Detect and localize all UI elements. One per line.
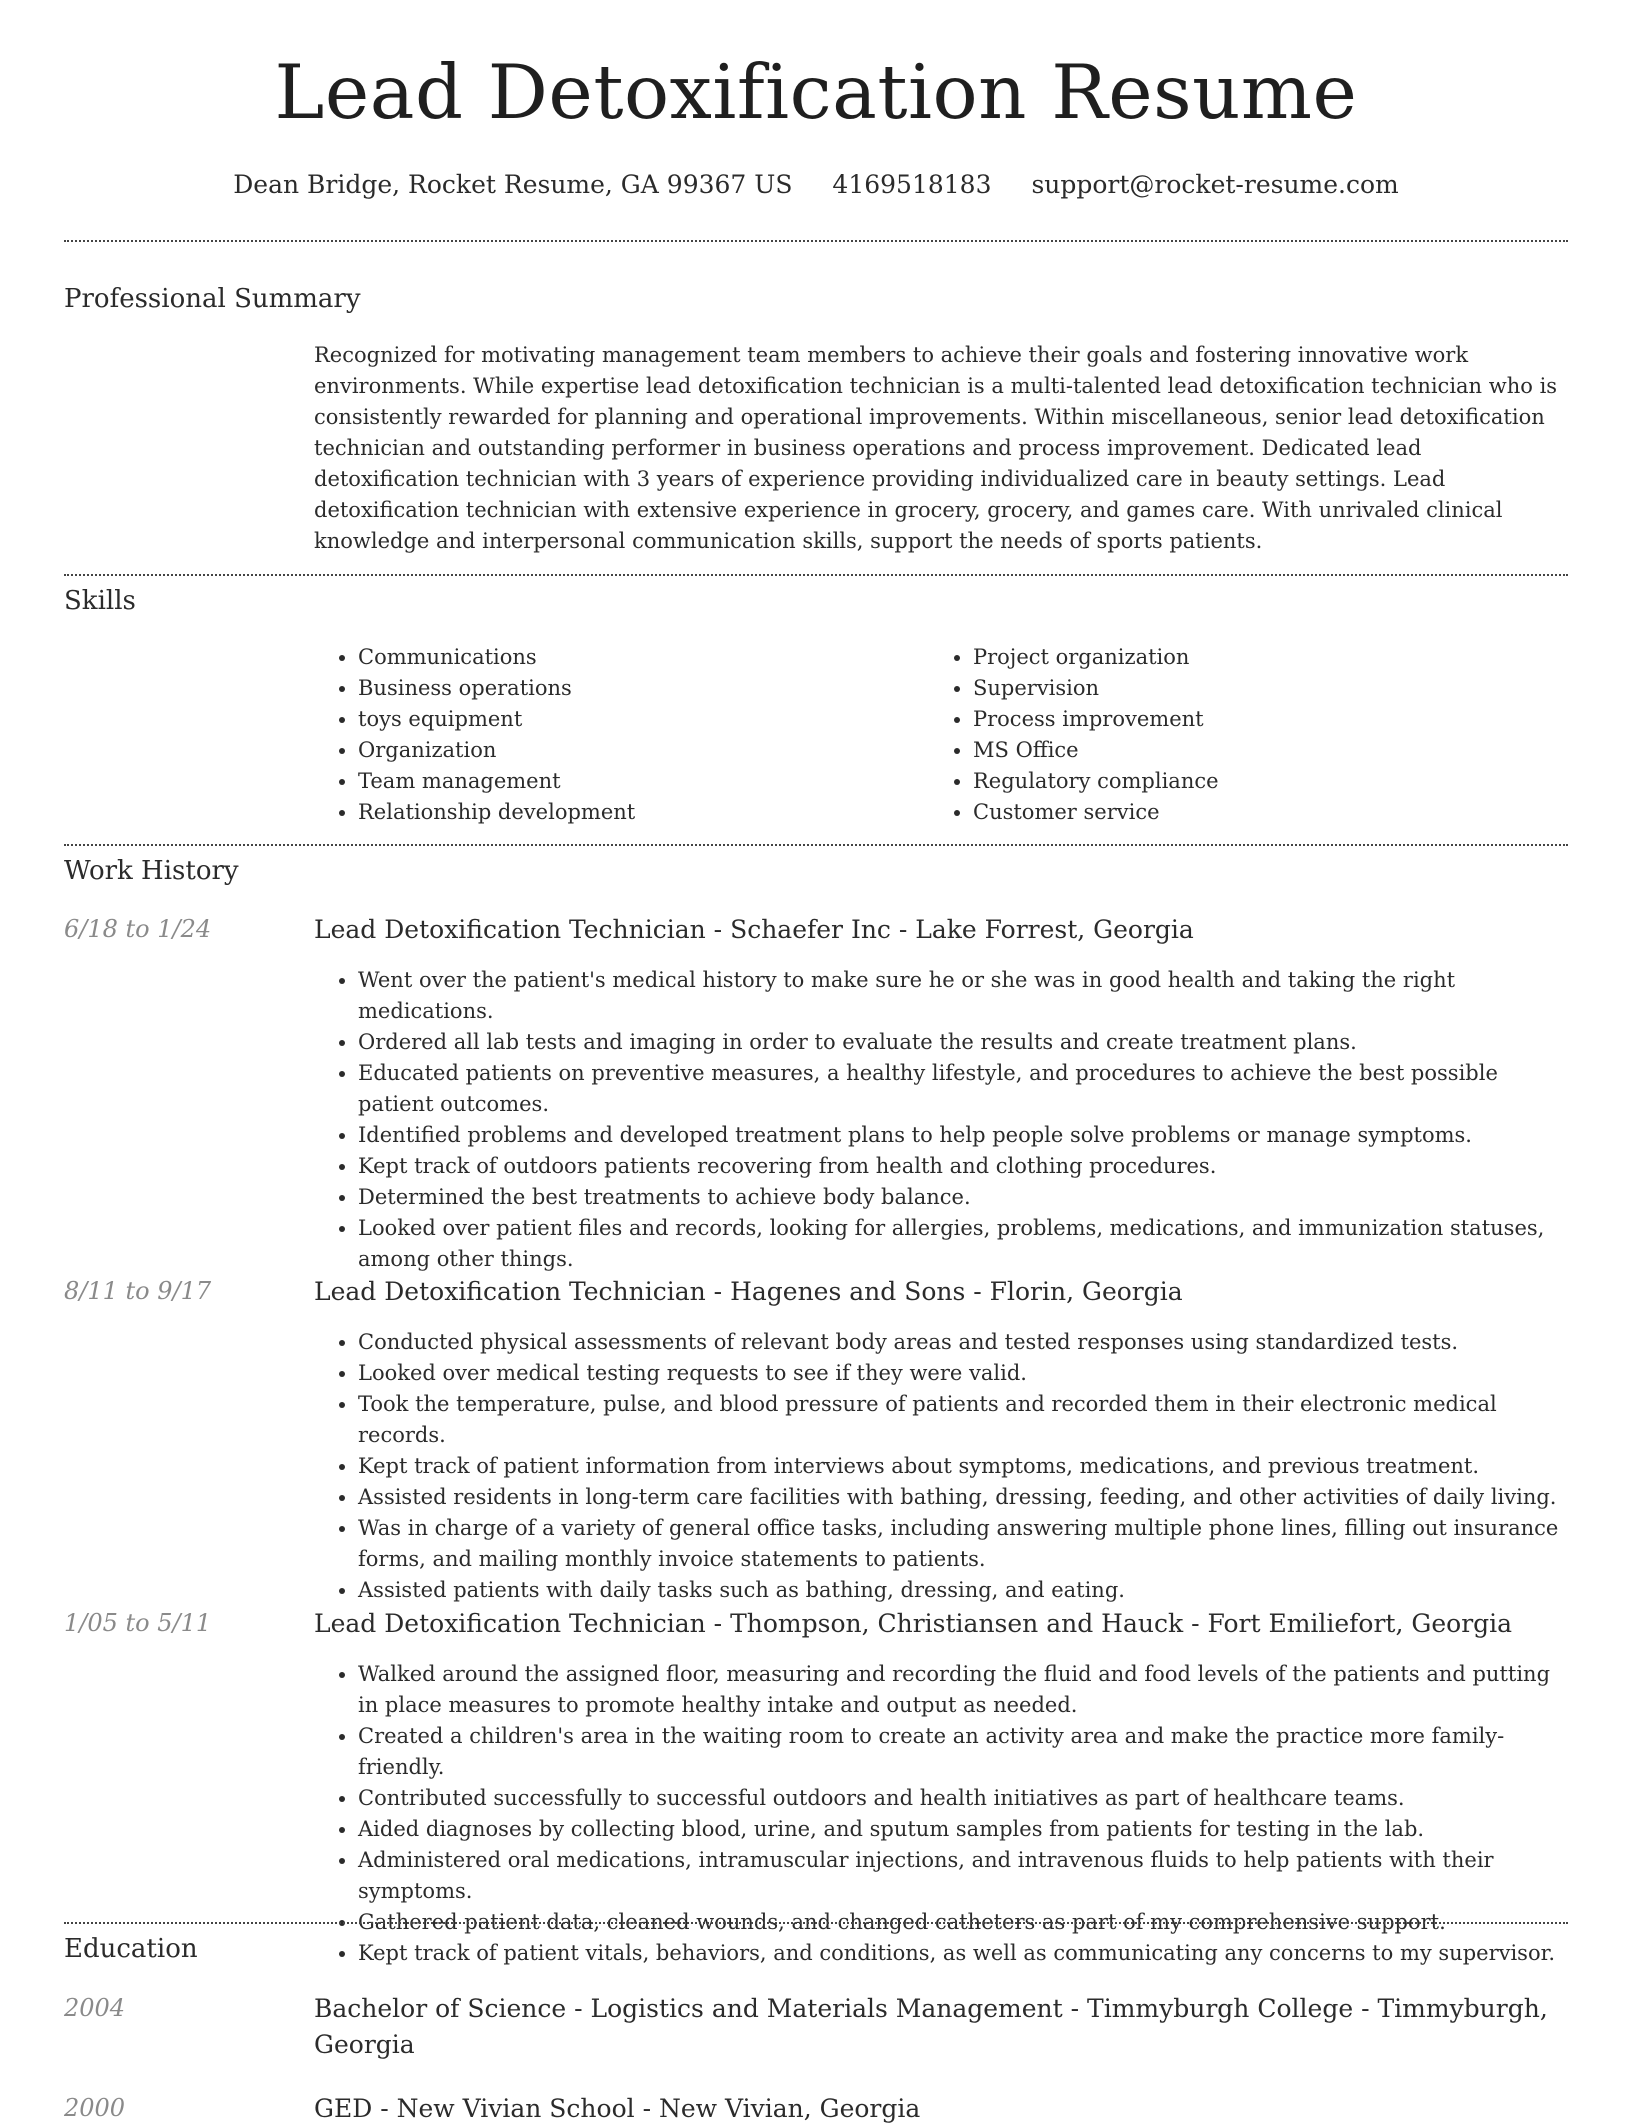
- job-bullet: • Was in charge of a variety of general office tasks, including answering multiple phone lines, filling out insurance forms, and mailing monthly invoice statements to patients.: [358, 1513, 1568, 1575]
- contact-phone: 4169518183: [832, 170, 992, 199]
- divider: [64, 844, 1568, 846]
- job-bullet: • Determined the best treatments to achieve body balance.: [358, 1182, 1568, 1213]
- contact-email: support@rocket-resume.com: [1031, 170, 1399, 199]
- contact-line: [0, 170, 1632, 199]
- skill-item: • Organization: [358, 735, 874, 766]
- skills-left-column: [314, 642, 874, 828]
- education-date: 2000: [64, 2094, 126, 2122]
- job-bullet: • Kept track of patient vitals, behaviors, and conditions, as well as communicating any concerns to my supervisor.: [358, 1938, 1568, 1969]
- job-bullet: • Administered oral medications, intramuscular injections, and intravenous fluids to help patients with their symptoms.: [358, 1845, 1568, 1907]
- skill-item: • Relationship development: [358, 797, 874, 828]
- job-bullet: • Gathered patient data, cleaned wounds, and changed catheters as part of my comprehensive support.: [358, 1907, 1568, 1938]
- skill-item: • Customer service: [973, 797, 1489, 828]
- job-bullet: • Kept track of patient information from interviews about symptoms, medications, and previous treatment.: [358, 1451, 1568, 1482]
- job-bullet: • Aided diagnoses by collecting blood, urine, and sputum samples from patients for testing in the lab.: [358, 1814, 1568, 1845]
- education-date: 2004: [64, 1994, 126, 2022]
- skill-item: • Process improvement: [973, 704, 1489, 735]
- job-bullet: • Ordered all lab tests and imaging in order to evaluate the results and create treatment plans.: [358, 1027, 1568, 1058]
- job-bullet: • Looked over medical testing requests to see if they were valid.: [358, 1358, 1568, 1389]
- job-bullets: [314, 965, 1568, 1275]
- divider: [64, 574, 1568, 576]
- divider: [64, 1922, 1568, 1924]
- job-title: Lead Detoxification Technician - Schaefer Inc - Lake Forrest, Georgia: [314, 915, 1194, 944]
- skill-item: • Project organization: [973, 642, 1489, 673]
- education-title: GED - New Vivian School - New Vivian, Georgia: [314, 2094, 921, 2123]
- job-title: Lead Detoxification Technician - Hagenes and Sons - Florin, Georgia: [314, 1277, 1183, 1306]
- job-dates: 8/11 to 9/17: [64, 1277, 212, 1305]
- education-title: Bachelor of Science - Logistics and Materials Management - Timmyburgh College - Timmyburgh, Georgia: [314, 1994, 1548, 2059]
- job-title: Lead Detoxification Technician - Thompson, Christiansen and Hauck - Fort Emiliefort, Georgia: [314, 1609, 1513, 1638]
- contact-address: Dean Bridge, Rocket Resume, GA 99367 US: [233, 170, 793, 199]
- page-title: Lead Detoxification Resume: [274, 48, 1358, 136]
- job-bullets: [314, 1327, 1568, 1606]
- job-bullet: • Took the temperature, pulse, and blood pressure of patients and recorded them in their electronic medical records.: [358, 1389, 1568, 1451]
- job-bullet: • Created a children's area in the waiting room to create an activity area and make the practice more family-friendly.: [358, 1721, 1568, 1783]
- skills-heading: Skills: [64, 586, 136, 616]
- job-bullet: • Looked over patient files and records, looking for allergies, problems, medications, and immunization statuses, among other things.: [358, 1213, 1568, 1275]
- skill-item: • Communications: [358, 642, 874, 673]
- job-bullet: • Assisted patients with daily tasks such as bathing, dressing, and eating.: [358, 1575, 1568, 1606]
- skill-item: • Regulatory compliance: [973, 766, 1489, 797]
- job-bullet: • Walked around the assigned floor, measuring and recording the fluid and food levels of the patients and putting in place measures to promote healthy intake and output as needed.: [358, 1659, 1568, 1721]
- job-bullet: • Conducted physical assessments of relevant body areas and tested responses using standardized tests.: [358, 1327, 1568, 1358]
- job-bullet: • Contributed successfully to successful outdoors and health initiatives as part of healthcare teams.: [358, 1783, 1568, 1814]
- job-dates: 1/05 to 5/11: [64, 1609, 212, 1637]
- skill-item: • toys equipment: [358, 704, 874, 735]
- divider: [64, 240, 1568, 242]
- job-bullet: • Educated patients on preventive measures, a healthy lifestyle, and procedures to achieve the best possible patient outcomes.: [358, 1058, 1568, 1120]
- skill-item: • Business operations: [358, 673, 874, 704]
- job-bullet: • Assisted residents in long-term care facilities with bathing, dressing, feeding, and other activities of daily living.: [358, 1482, 1568, 1513]
- skill-item: • Team management: [358, 766, 874, 797]
- summary-heading: Professional Summary: [64, 284, 361, 314]
- work-history-heading: Work History: [64, 856, 239, 886]
- education-heading: Education: [64, 1934, 198, 1964]
- skill-item: • MS Office: [973, 735, 1489, 766]
- summary-text: Recognized for motivating management team members to achieve their goals and fostering innovative work environments. While expertise lead detoxification technician is a multi-talented lead detoxification technician who is consistently rewarded for planning and operational improvements. Within miscellaneous, senior lead detoxification technician and outstanding performer in business operations and process improvement. Dedicated lead detoxification technician with 3 years of experience providing individualized care in beauty settings. Lead detoxification technician with extensive experience in grocery, grocery, and games care. With unrivaled clinical knowledge and interpersonal communication skills, support the needs of sports patients.: [314, 343, 1558, 553]
- job-dates: 6/18 to 1/24: [64, 915, 212, 943]
- skill-item: • Supervision: [973, 673, 1489, 704]
- job-bullet: • Identified problems and developed treatment plans to help people solve problems or manage symptoms.: [358, 1120, 1568, 1151]
- skills-right-column: [929, 642, 1489, 828]
- job-bullet: • Kept track of outdoors patients recovering from health and clothing procedures.: [358, 1151, 1568, 1182]
- job-bullet: • Went over the patient's medical history to make sure he or she was in good health and taking the right medications.: [358, 965, 1568, 1027]
